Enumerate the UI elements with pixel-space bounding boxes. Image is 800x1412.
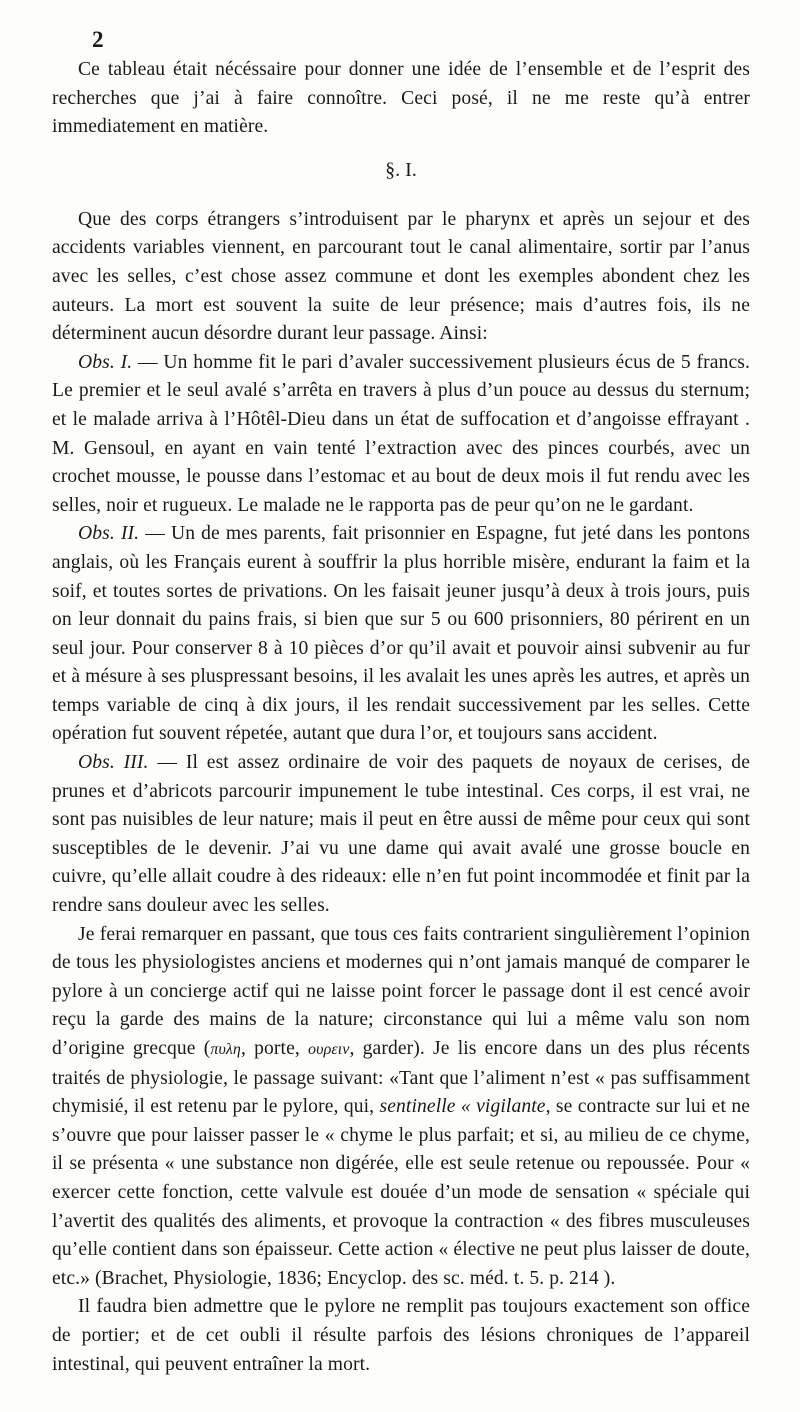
- observation-2: [52, 520, 750, 749]
- observation-3: [52, 749, 750, 921]
- section-heading: §. I.: [385, 158, 417, 181]
- observation-2-label: Obs. II.: [78, 523, 140, 545]
- observation-2-text: — Un de mes parents, fait prisonnier en Espagne, fut jeté dans les pontons anglais, où les Français eurent à souffrir la plus horrible misère, endurant la faim et la soif, et toutes sortes de privations. On les faisait jeuner jusqu’à deux à trois jours, puis on leur donnait du pains frais, si bien que sur 5 ou 600 prisonniers, 80 périrent en un seul jour. Pour conserver 8 à 10 pièces d’or qu’il avait et pouvoir ainsi subvenir au fur et à mésure à ses pluspressant besoins, il les avalait les unes après les autres, et après un temps variable de cinq à dix jours, il les rendait successivement par les selles. Cette opération fut souvent répetée, autant que dura l’or, et toujours sans accident.: [52, 523, 750, 745]
- paragraph-pylorus: [52, 921, 750, 1294]
- page-number: 2: [92, 27, 104, 52]
- intro-paragraph: Ce tableau était nécéssaire pour donner une idée de l’ensemble et de l’esprit des recherches que j’ai à faire connoître. Ceci posé, il ne me reste qu’à entrer immediatement en matière.: [52, 59, 750, 138]
- pylorus-text-3: , garder). Je lis encore dans un des plus récents traités de physiologie, le passage suivant: «Tant que l’aliment n’est « pas suffisamment chymisié, il est retenu par le pylore, qui,: [52, 1038, 750, 1118]
- pylorus-text-1: Je ferai remarquer en passant, que tous ces faits contrarient singulièrement l’opinion de tous les physiologistes anciens et modernes qui n’ont jamais manqué de comparer le pylore à un concierge actif qui ne laisse point forcer le passage dont il est cencé avoir reçu la garde des mains de la nature; circonstance qui lui a même valu son nom d’origine grecque (: [52, 923, 750, 1059]
- observation-1-text: — Un homme fit le pari d’avaler successivement plusieurs écus de 5 francs. Le premier et le seul avalé s’arrêta en travers à plus d’un pouce au dessus du sternum; et le malade arriva à l’Hôtêl-Dieu dans un état de suffocation et d’angoisse effrayant . M. Gensoul, en ayant en vain tenté l’extraction avec des pinces courbés, avec un crochet mousse, le pousse dans l’estomac et au bout de deux mois il fut rendu avec les selles, noir et rugueux. Le malade ne le rapporta pas de peur qu’on ne le gardant.: [52, 351, 750, 516]
- greek-word-2: ουρειν: [308, 1041, 350, 1058]
- pylorus-text-4: , se contracte sur lui et ne s’ouvre que pour laisser passer le « chyme le plus parfait; et si, au milieu de ce chyme, il se présenta « une substance non digérée, elle est seule retenue ou repoussée. Pour « exercer cette fonction, cette valvule est douée d’un mode de sensation « spéciale qui l’avertit des qualités des aliments, et provoque la contraction « des fibres musculeuses qu’elle contient dans son épaisseur. Cette action « élective ne peut plus laisser de doute, etc.» (Brachet, Physiologie, 1836; Encyclop. des sc. méd. t. 5. p. 214 ).: [52, 1096, 751, 1289]
- observation-1: [52, 349, 750, 521]
- observation-1-label: Obs. I.: [78, 351, 133, 373]
- pylorus-italic-quote: sentinelle « vigilante: [379, 1096, 546, 1118]
- greek-word-1: πυλη: [210, 1041, 241, 1058]
- observation-3-text: — Il est assez ordinaire de voir des paquets de noyaux de cerises, de prunes et d’abricots parcourir impunement le tube intestinal. Ces corps, il est vrai, ne sont pas nuisibles de leur nature; mais il peut en être aussi de même pour ceux qui sont susceptibles de le devenir. J’ai vu une dame qui avait avalé une grosse boucle en cuivre, qu’elle allait coudre à des rideaux: elle n’en fut point incommodée et finit par la rendre sans douleur avec les selles.: [52, 752, 750, 917]
- paragraph-foreign-bodies: Que des corps étrangers s’introduisent par le pharynx et après un sejour et des accidents variables viennent, en parcourant tout le canal alimentaire, sortir par l’anus avec les selles, c’est chose assez commune et dont les exemples abondent chez les auteurs. La mort est souvent la suite de leur présence; mais d’autres fois, ils ne déterminent aucun désordre durant leur passage. Ainsi:: [52, 208, 750, 345]
- pylorus-text-2: , porte,: [240, 1038, 309, 1059]
- observation-3-label: Obs. III.: [78, 752, 149, 774]
- paragraph-conclusion: Il faudra bien admettre que le pylore ne remplit pas toujours exactement son office de portier; et de cet oubli il résulte parfois des lésions chroniques de l’appareil intestinal, qui peuvent entraîner la mort.: [52, 1296, 750, 1375]
